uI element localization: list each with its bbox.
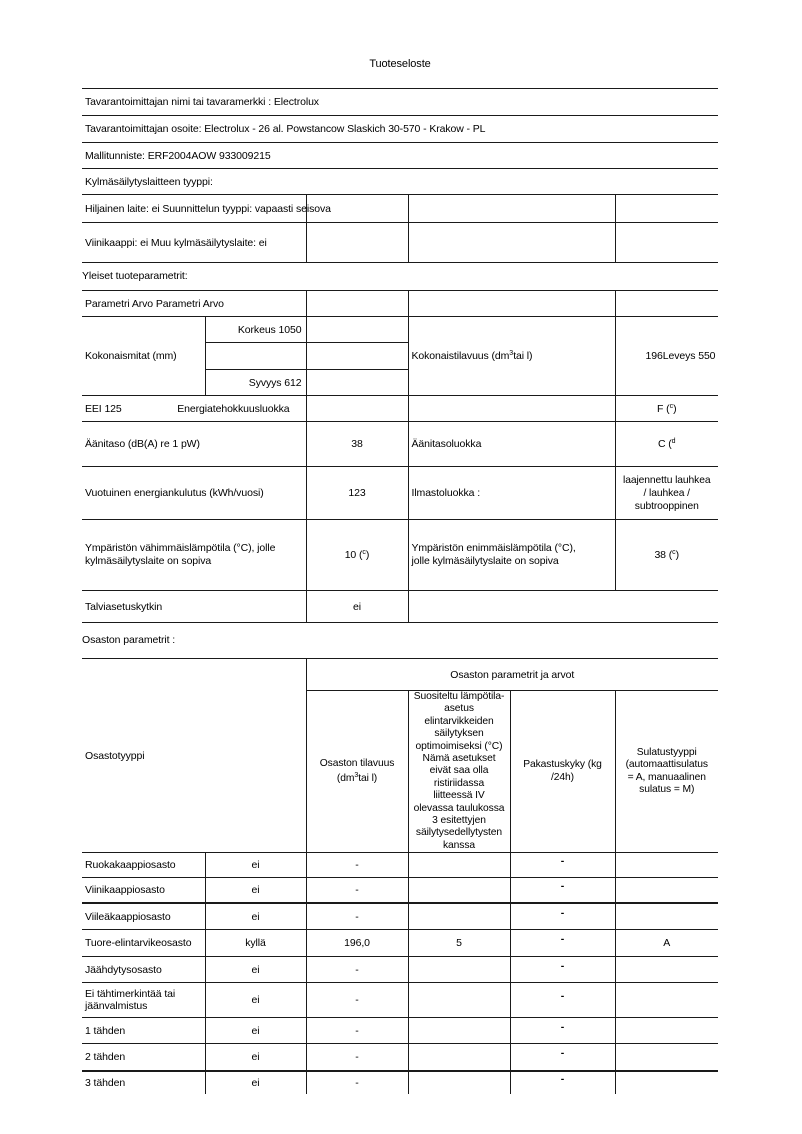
volume-cell: -	[306, 1018, 408, 1044]
empty-cell	[615, 195, 718, 223]
present-cell: ei	[205, 903, 306, 930]
temp-cell: 5	[408, 930, 510, 957]
compartment-table	[82, 658, 718, 1094]
volume-column-header: Osaston tilavuus ($dm^3tai$ l)	[306, 691, 408, 853]
energy-class-label: Energiatehokkuusluokka	[177, 402, 290, 415]
defrost-cell	[615, 853, 718, 878]
compartment-row	[82, 853, 718, 878]
empty-cell	[408, 195, 615, 223]
max-ambient-temp-value-cell: 38 ($^c$)	[615, 520, 718, 591]
freeze-cell: -	[510, 878, 615, 903]
appliance-type-table	[82, 194, 718, 263]
compartment-name-cell: 3 tähden	[82, 1071, 205, 1094]
volume-cell: -	[306, 878, 408, 903]
temp-cell	[408, 1071, 510, 1094]
temp-cell	[408, 983, 510, 1018]
defrost-cell	[615, 1018, 718, 1044]
noise-value-cell: 38	[306, 422, 408, 467]
recommended-temp-column-header: Suositeltu lämpötila- asetus elintarvikkeiden säilytyksen optimoimiseksi (°C) Nämä asetukset eivät saa olla ristiriidassa liitteessä IV olevassa taulukossa 3 esitettyjen säilytysedellytysten kanssa	[408, 691, 510, 853]
compartment-row	[82, 983, 718, 1018]
climate-class-label-cell: Ilmastoluokka :	[408, 467, 615, 520]
freeze-cell: -	[510, 930, 615, 957]
present-cell: ei	[205, 853, 306, 878]
empty-cell	[408, 223, 615, 263]
footnote-superscript: d	[671, 438, 676, 445]
freeze-cell: -	[510, 957, 615, 983]
defrost-cell: A	[615, 930, 718, 957]
freezing-capacity-column-header: Pakastuskyky (kg /24h)	[510, 691, 615, 853]
volume-cell: -	[306, 903, 408, 930]
quiet-design-cell: Hiljainen laite: ei Suunnittelun tyyppi: vapaasti seisova	[82, 195, 306, 223]
compartment-row	[82, 878, 718, 903]
present-cell: ei	[205, 957, 306, 983]
compartment-row	[82, 1044, 718, 1071]
compartment-name-cell: Ei tähtimerkintää tai jäänvalmistus	[82, 983, 205, 1018]
freeze-cell: -	[510, 1071, 615, 1094]
height-cell: Korkeus 1050	[205, 317, 306, 343]
footnote-superscript: c	[362, 549, 366, 556]
empty-cell	[306, 396, 408, 422]
present-cell: ei	[205, 983, 306, 1018]
compartment-name-cell: 1 tähden	[82, 1018, 205, 1044]
defrost-cell	[615, 903, 718, 930]
compartment-name-cell: Viileäkaappiosasto	[82, 903, 205, 930]
empty-cell	[408, 291, 615, 317]
compartment-group-header: Osaston parametrit ja arvot	[306, 659, 718, 691]
compartment-row	[82, 957, 718, 983]
eei-cell	[82, 396, 306, 422]
empty-cell	[408, 396, 615, 422]
volume-cell: -	[306, 1044, 408, 1071]
compartment-params-heading: Osaston parametrit :	[82, 634, 176, 646]
compartment-name-cell: Jäähdytysosasto	[82, 957, 205, 983]
noise-class-value-cell: C ($^d$	[615, 422, 718, 467]
appliance-type-heading: Kylmäsäilytyslaitteen tyyppi:	[82, 169, 718, 195]
compartment-name-cell: Viinikaappiosasto	[82, 878, 205, 903]
defrost-cell	[615, 957, 718, 983]
winter-setting-label-cell: Talviasetuskytkin	[82, 591, 306, 623]
total-volume-value-cell: 196Leveys 550	[615, 317, 718, 396]
min-ambient-temp-value-cell: 10 ($^c$)	[306, 520, 408, 591]
compartment-row	[82, 930, 718, 957]
volume-cell: -	[306, 1071, 408, 1094]
footnote-superscript: c	[669, 402, 674, 410]
model-identifier-row: Mallitunniste: ERF2004AOW 933009215	[82, 143, 718, 169]
page-title: Tuoteseloste	[369, 58, 431, 70]
compartment-row	[82, 1018, 718, 1044]
empty-cell	[615, 223, 718, 263]
noise-label-cell: Äänitaso (dB(A) re 1 pW)	[82, 422, 306, 467]
empty-cell	[205, 343, 306, 370]
compartment-row	[82, 903, 718, 930]
energy-class-value-cell: F ($^c$)	[615, 396, 718, 422]
defrost-cell	[615, 983, 718, 1018]
volume-cell: -	[306, 853, 408, 878]
param-header-cell: Parametri Arvo Parametri Arvo	[82, 291, 306, 317]
depth-cell: Syvyys 612	[205, 370, 306, 396]
general-params-heading: Yleiset tuoteparametrit:	[82, 270, 188, 282]
winter-setting-value-cell: ei	[306, 591, 408, 623]
empty-cell	[306, 343, 408, 370]
volume-cell: 196,0	[306, 930, 408, 957]
wine-other-cell: Viinikaappi: ei Muu kylmäsäilytyslaite: ei	[82, 223, 306, 263]
compartment-name-cell: 2 tähden	[82, 1044, 205, 1071]
annual-energy-label-cell: Vuotuinen energiankulutus (kWh/vuosi)	[82, 467, 306, 520]
min-ambient-temp-label-cell: Ympäristön vähimmäislämpötila (°C), jolle kylmäsäilytyslaite on sopiva	[82, 520, 306, 591]
max-ambient-temp-label-cell: Ympäristön enimmäislämpötila (°C), jolle kylmäsäilytyslaite on sopiva	[408, 520, 615, 591]
supplier-address-row: Tavarantoimittajan osoite: Electrolux - 26 al. Powstancow Slaskich 30-570 - Krakow - PL	[82, 116, 718, 143]
defrost-type-column-header: Sulatustyyppi (automaattisulatus = A, manuaalinen sulatus = M)	[615, 691, 718, 853]
empty-cell	[306, 291, 408, 317]
compartment-name-cell: Ruokakaappiosasto	[82, 853, 205, 878]
freeze-cell: -	[510, 1018, 615, 1044]
temp-cell	[408, 1018, 510, 1044]
compartment-type-header: Osastotyyppi	[82, 659, 306, 853]
volume-cell: -	[306, 957, 408, 983]
temp-cell	[408, 1044, 510, 1071]
present-cell: ei	[205, 1018, 306, 1044]
temp-cell	[408, 903, 510, 930]
freeze-cell: -	[510, 903, 615, 930]
climate-class-value-cell: laajennettu lauhkea / lauhkea / subtrooppinen	[615, 467, 718, 520]
defrost-cell	[615, 1044, 718, 1071]
freeze-cell: -	[510, 983, 615, 1018]
present-cell: kyllä	[205, 930, 306, 957]
temp-cell	[408, 878, 510, 903]
supplier-name-row: Tavarantoimittajan nimi tai tavaramerkki : Electrolux	[82, 89, 718, 116]
supplier-table	[82, 88, 718, 195]
superscript: 3	[509, 350, 514, 357]
general-params-table	[82, 290, 718, 623]
noise-class-label-cell: Äänitasoluokka	[408, 422, 615, 467]
empty-cell	[408, 591, 718, 623]
temp-cell	[408, 957, 510, 983]
superscript: 3	[354, 772, 359, 780]
freeze-cell: -	[510, 1044, 615, 1071]
total-volume-label-cell: Kokonaistilavuus ($dm^3tai$ l)	[408, 317, 615, 396]
present-cell: ei	[205, 1071, 306, 1094]
present-cell: ei	[205, 1044, 306, 1071]
volume-cell: -	[306, 983, 408, 1018]
dimensions-label-cell: Kokonaismitat (mm)	[82, 317, 205, 396]
footnote-superscript: c	[672, 549, 676, 556]
empty-cell	[615, 291, 718, 317]
empty-cell	[306, 317, 408, 343]
present-cell: ei	[205, 878, 306, 903]
defrost-cell	[615, 1071, 718, 1094]
freeze-cell: -	[510, 853, 615, 878]
temp-cell	[408, 853, 510, 878]
empty-cell	[306, 370, 408, 396]
defrost-cell	[615, 878, 718, 903]
annual-energy-value-cell: 123	[306, 467, 408, 520]
compartment-name-cell: Tuore-elintarvikeosasto	[82, 930, 205, 957]
empty-cell	[306, 223, 408, 263]
eei-value: EEI 125	[85, 402, 122, 415]
compartment-row	[82, 1071, 718, 1094]
